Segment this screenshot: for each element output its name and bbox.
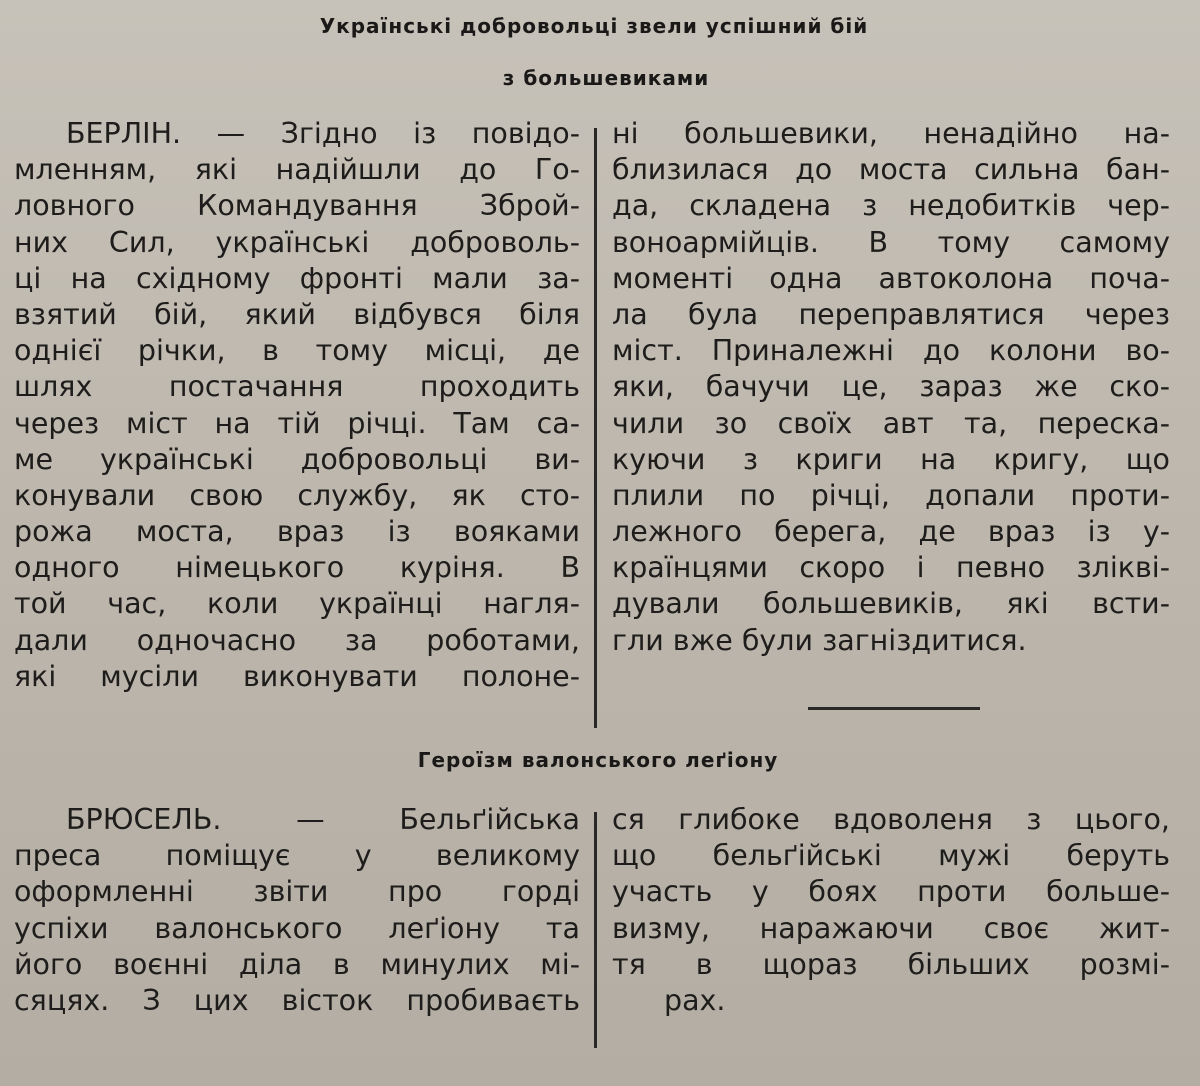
text-line: ловного Командування Зброй-	[14, 189, 580, 223]
text-line: преса поміщує у великому	[14, 839, 580, 873]
text-line: міст. Приналежні до колони во-	[612, 334, 1170, 368]
text-line: конували свою службу, як сто-	[14, 478, 580, 512]
text-line: дували большевиків, які всти-	[612, 587, 1170, 621]
text-line: той час, коли українці нагля-	[14, 587, 580, 621]
text-line: оформленні звіти про горді	[14, 875, 580, 909]
text-line: однієї річки, в тому місці, де	[14, 334, 580, 368]
text-line: країнцями скоро і певно зліквi-	[612, 551, 1170, 585]
text-line: рах.	[664, 983, 726, 1017]
text-line: воноармійців. В тому самому	[612, 225, 1170, 259]
text-line: ні большевики, ненадійно на-	[612, 117, 1170, 150]
article-2-headline: Героїзм валонського леґіону	[417, 748, 779, 772]
text-line: чили зо своїх авт та, переска-	[612, 406, 1170, 440]
text-line: плили по річці, допали проти-	[612, 478, 1170, 512]
text-line: які мусіли виконувати полоне-	[14, 659, 580, 693]
text-line: що бельґійські мужі беруть	[612, 839, 1170, 873]
text-line: ме українські добровольці ви-	[14, 442, 580, 476]
article-1-headline-line-2: з большевиками	[502, 66, 710, 90]
text-line: визму, наражаючи своє жит-	[612, 911, 1170, 945]
text-line: тя в щораз більших розмі-	[612, 947, 1170, 981]
article-separator	[808, 707, 980, 710]
text-line: через міст на тій річці. Там са-	[14, 406, 580, 440]
text-line: участь у боях проти больше-	[612, 875, 1170, 909]
text-line: моменті одна автоколона поча-	[612, 261, 1170, 295]
text-line: взятий бій, який відбувся біля	[14, 297, 580, 331]
text-line: шлях постачання проходить	[14, 370, 580, 404]
text-line: рожа моста, враз із вояками	[14, 515, 580, 549]
text-line: яки, бачучи це, зараз же ско-	[612, 370, 1170, 404]
text-line: них Сил, українські доброволь-	[14, 225, 580, 259]
article-2-right-column	[612, 802, 1170, 1019]
text-line: куючи з криги на кригу, що	[612, 442, 1170, 476]
article-1-headline-line-1: Українські добровольці звели успішний бій	[319, 14, 869, 38]
text-line: лежного берега, де враз із у-	[612, 515, 1170, 549]
text-line: дали одночасно за роботами,	[14, 623, 580, 657]
text-line: ла була переправлятися через	[612, 297, 1170, 331]
text-line: гли вже були загніздитися.	[612, 623, 1027, 657]
text-line: ці на східному фронті мали за-	[14, 261, 580, 295]
text-line: близилася до моста сильна бан-	[612, 153, 1170, 187]
article-1-right-column	[612, 116, 1170, 659]
article-2-left-column	[14, 802, 580, 1019]
text-line: мленням, які надійшли до Го-	[14, 153, 580, 187]
text-line: його воєнні діла в минулих мі-	[14, 947, 580, 981]
column-divider	[594, 128, 597, 728]
text-line: успіхи валонського леґіону та	[14, 911, 580, 945]
article-1-left-column	[14, 116, 580, 695]
text-line: да, складена з недобитків чер-	[612, 189, 1170, 223]
text-line: ся глибоке вдоволеня з цього,	[612, 803, 1170, 836]
text-line: одного німецького куріня. В	[14, 551, 580, 585]
column-divider	[594, 812, 597, 1048]
text-line: БРЮСЕЛЬ. — Бельґійська	[66, 803, 580, 836]
text-line: БЕРЛІН. — Згідно із повідо-	[66, 117, 580, 150]
text-line: сяцях. З цих вісток пробиваєть	[14, 983, 580, 1017]
